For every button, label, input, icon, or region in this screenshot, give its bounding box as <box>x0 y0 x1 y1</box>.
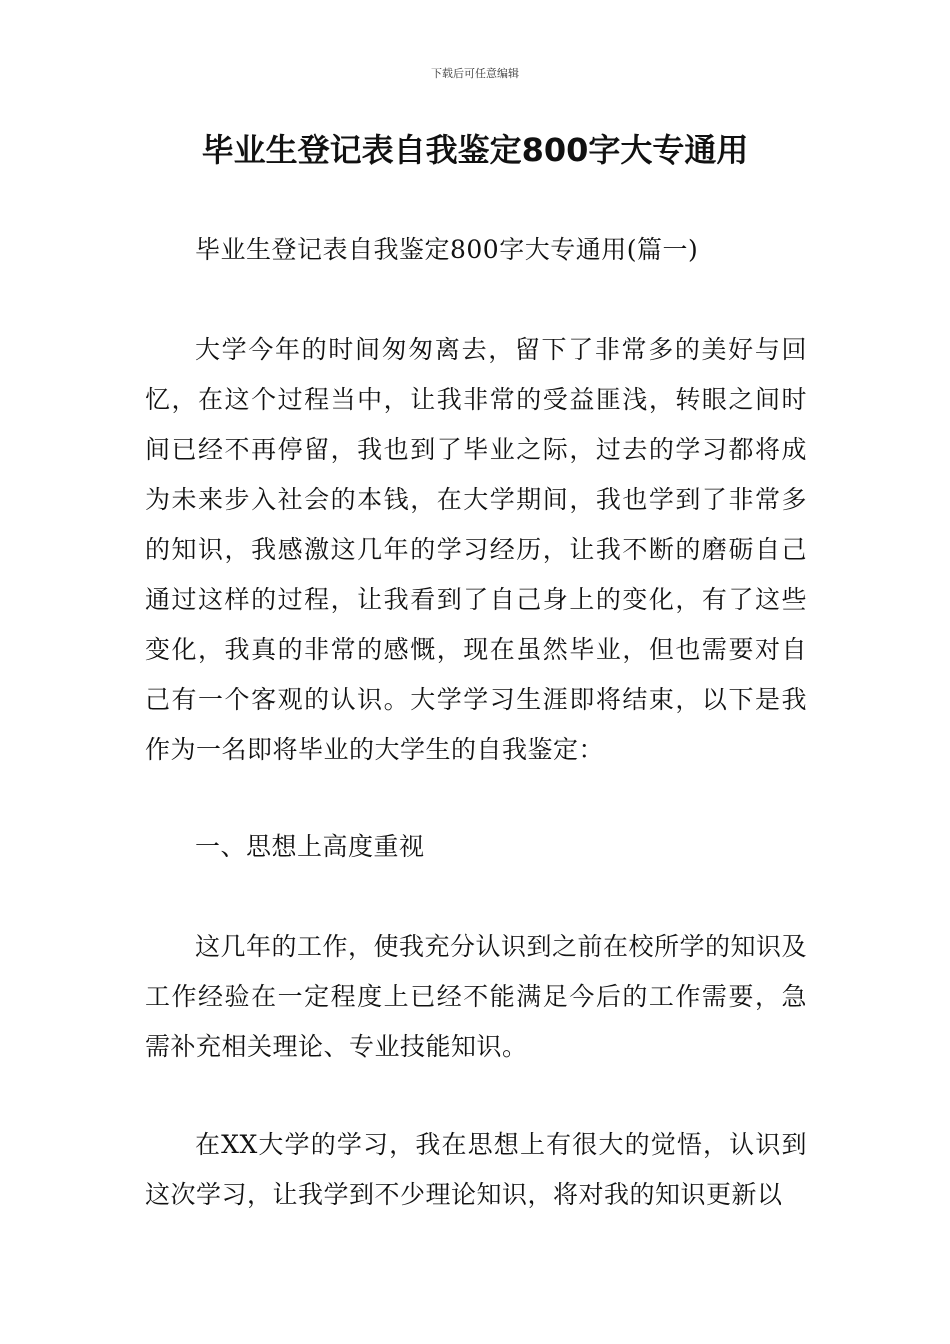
paragraph-intro: 大学今年的时间匆匆离去，留下了非常多的美好与回忆，在这个过程当中，让我非常的受益匪浅，转眼之间时间已经不再停留，我也到了毕业之际，过去的学习都将成为未来步入社会的本钱，在大学期间，我也学到了非常多的知识，我感激这几年的学习经历，让我不断的磨砺自己通过这样的过程，让我看到了自己身上的变化，有了这些变化，我真的非常的感慨，现在虽然毕业，但也需要对自己有一个客观的认识。大学学习生涯即将结束，以下是我作为一名即将毕业的大学生的自我鉴定： <box>145 335 807 764</box>
paragraph-study: 在XX大学的学习，我在思想上有很大的觉悟，认识到这次学习，让我学到不少理论知识，将对我的知识更新以 <box>145 1130 807 1209</box>
section-subtitle: 毕业生登记表自我鉴定800字大专通用(篇一) <box>195 235 699 264</box>
paragraph-work: 这几年的工作，使我充分认识到之前在校所学的知识及工作经验在一定程度上已经不能满足今后的工作需要，急需补充相关理论、专业技能知识。 <box>145 932 808 1061</box>
header-note: 下载后可任意编辑 <box>431 67 519 80</box>
section-heading: 一、思想上高度重视 <box>195 832 425 861</box>
document-title: 毕业生登记表自我鉴定800字大专通用 <box>201 131 749 169</box>
